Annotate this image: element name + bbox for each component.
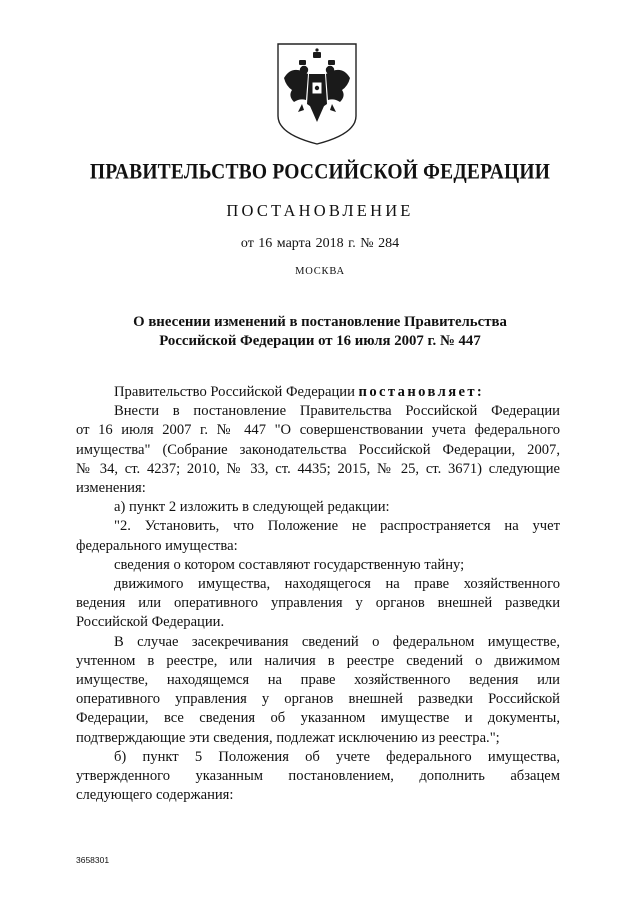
body-line: от 16 июля 2007 г. № 447 "О совершенствовании учета федерального bbox=[76, 422, 560, 439]
heading-line-1: О внесении изменений в постановление Правительства bbox=[133, 314, 507, 330]
body-line: подтверждающие эти сведения, подлежат исключению из реестра."; bbox=[76, 729, 500, 746]
body-line: имуществе, находящемся на праве хозяйственного ведения или bbox=[76, 672, 560, 689]
document-type: ПОСТАНОВЛЕНИЕ bbox=[226, 201, 414, 220]
body-line: движимого имущества, находящегося на праве хозяйственного bbox=[114, 576, 560, 593]
body-line: Российской Федерации. bbox=[76, 614, 225, 631]
body-line: Внести в постановление Правительства Российской Федерации bbox=[114, 403, 560, 420]
body-line: оперативного управления у органов внешней разведки Российской bbox=[76, 691, 560, 708]
intro-paragraph bbox=[76, 383, 560, 402]
body-line: а) пункт 2 изложить в следующей редакции: bbox=[114, 499, 390, 516]
government-title: ПРАВИТЕЛЬСТВО РОССИЙСКОЙ ФЕДЕРАЦИИ bbox=[89, 160, 551, 185]
body-line: имущества" (Собрание законодательства Российской Федерации, 2007, bbox=[76, 441, 560, 458]
document-city: МОСКВА bbox=[295, 266, 345, 277]
intro-lead: Правительство Российской Федерации bbox=[114, 384, 359, 400]
intro-decree: постановляет: bbox=[358, 384, 485, 400]
body-line: утвержденного указанным постановлением, дополнить абзацем bbox=[76, 768, 560, 785]
body-line: б) пункт 5 Положения об учете федерального имущества, bbox=[114, 748, 560, 765]
document-date-number: от 16 марта 2018 г. № 284 bbox=[240, 236, 400, 251]
body-line: учтенном в реестре, или наличия в реестре сведений о движимом bbox=[76, 652, 560, 669]
document-body bbox=[76, 383, 560, 805]
document-heading bbox=[60, 313, 580, 351]
body-line: изменения: bbox=[76, 480, 146, 497]
body-line: Федерации, все сведения об указанном имуществе и документы, bbox=[76, 710, 560, 727]
body-line: № 34, ст. 4237; 2010, № 33, ст. 4435; 2015, № 25, ст. 3671) следующие bbox=[76, 460, 560, 477]
body-line: следующего содержания: bbox=[76, 787, 234, 804]
body-line: В случае засекречивания сведений о федеральном имуществе, bbox=[114, 633, 560, 650]
coat-of-arms-emblem bbox=[272, 38, 362, 148]
heading-line-2: Российской Федерации от 16 июля 2007 г. № 447 bbox=[159, 333, 481, 349]
footer-document-code: 3658301 bbox=[76, 855, 110, 865]
body-line: сведения о котором составляют государственную тайну; bbox=[114, 556, 465, 573]
body-line: федерального имущества: bbox=[76, 537, 238, 554]
body-line: "2. Установить, что Положение не распространяется на учет bbox=[114, 518, 560, 535]
body-line: ведения или оперативного управления у органов внешней разведки bbox=[76, 595, 560, 612]
